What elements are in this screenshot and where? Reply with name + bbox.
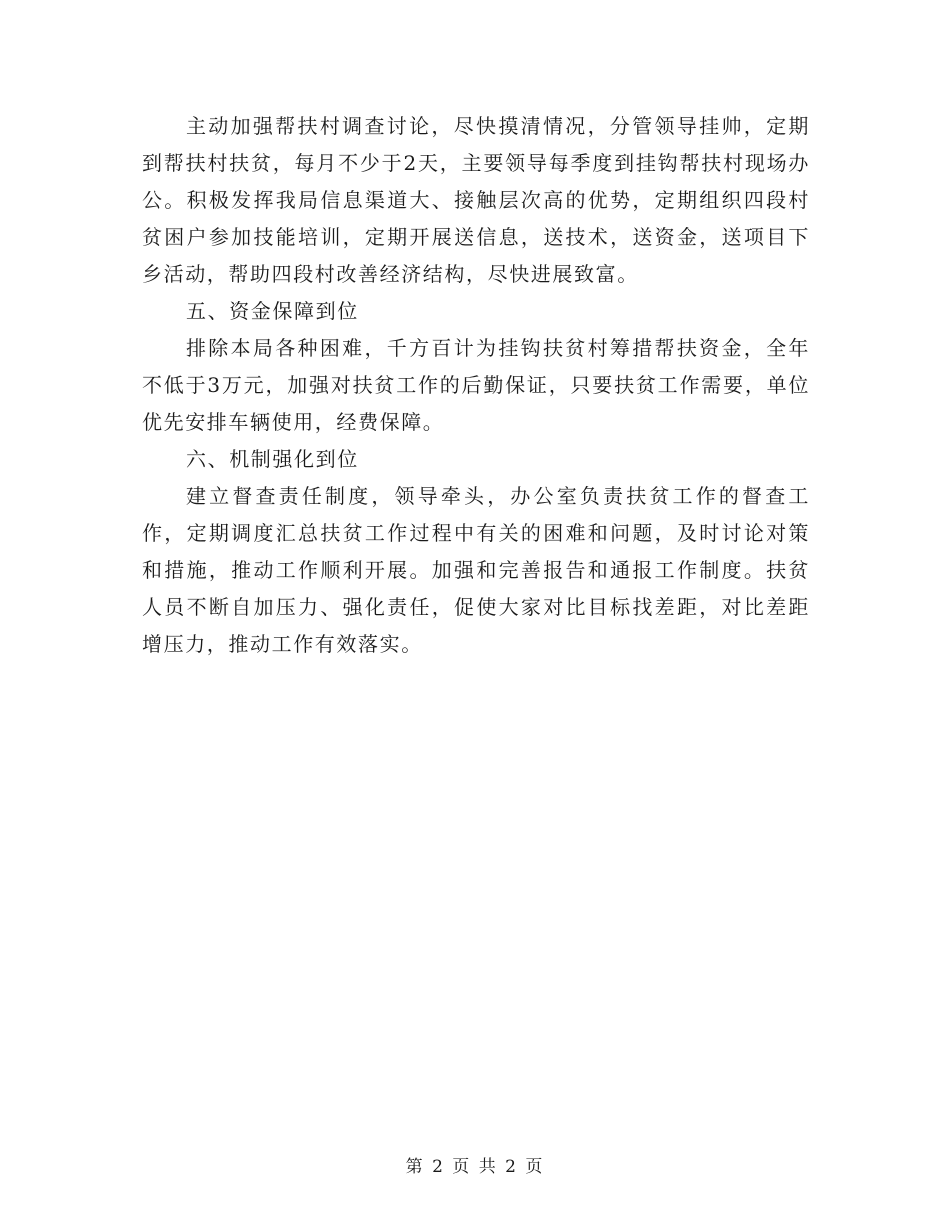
paragraph-mechanism: 建立督查责任制度，领导牵头，办公室负责扶贫工作的督查工作，定期调度汇总扶贫工作过程中有关的困难和问题，及时讨论对策和措施，推动工作顺利开展。加强和完善报告和通报工作制度。扶贫人员不断自加压力、强化责任，促使大家对比目标找差距，对比差距增压力，推动工作有效落实。 <box>142 484 810 656</box>
document-body <box>142 108 810 663</box>
page-number-footer: 第 2 页 共 2 页 <box>405 1157 545 1177</box>
section-heading-mechanism: 六、机制强化到位 <box>186 447 359 471</box>
section-heading-funding: 五、资金保障到位 <box>186 299 359 323</box>
paragraph-funding: 排除本局各种困难，千方百计为挂钩扶贫村筹措帮扶资金，全年不低于3万元，加强对扶贫工作的后勤保证，只要扶贫工作需要，单位优先安排车辆使用，经费保障。 <box>142 336 810 434</box>
paragraph-support-visits: 主动加强帮扶村调查讨论，尽快摸清情况，分管领导挂帅，定期到帮扶村扶贫，每月不少于2天，主要领导每季度到挂钩帮扶村现场办公。积极发挥我局信息渠道大、接触层次高的优势，定期组织四段村贫困户参加技能培训，定期开展送信息，送技术，送资金，送项目下乡活动，帮助四段村改善经济结构，尽快进展致富。 <box>142 114 810 286</box>
